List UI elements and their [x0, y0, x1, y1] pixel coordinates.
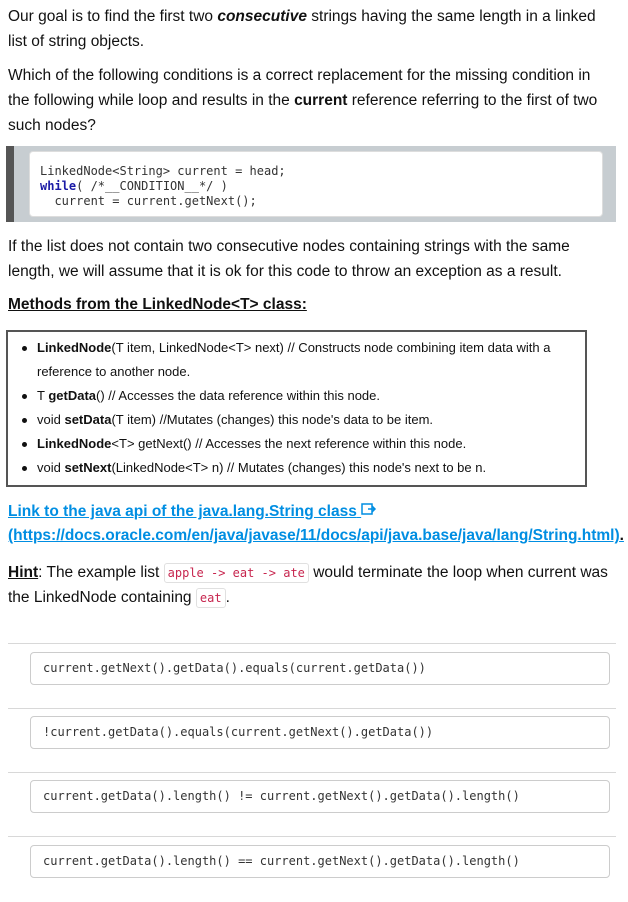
method-item: LinkedNode<T> getNext() // Accesses the next reference within this node. — [22, 432, 577, 456]
methods-heading: Methods from the LinkedNode<T> class: — [8, 296, 307, 313]
question-paragraph — [8, 63, 616, 138]
hint-paragraph — [8, 560, 616, 610]
answer-option-2[interactable]: !current.getData().equals(current.getNext().getData()) — [30, 716, 610, 749]
hint-text: : The example list — [38, 564, 164, 581]
hint-period: . — [225, 589, 230, 606]
hint-label: Hint — [8, 564, 39, 581]
question-emphasis: current — [294, 92, 348, 109]
intro-text: Our goal is to find the first two — [8, 8, 218, 25]
hint-eat-code: eat — [196, 588, 226, 608]
string-api-link[interactable] — [8, 500, 624, 548]
answer-option-3[interactable]: current.getData().length() != current.getNext().getData().length() — [30, 780, 610, 813]
intro-emphasis: consecutive — [217, 8, 307, 25]
option-divider — [8, 708, 616, 709]
link-url[interactable]: (https://docs.oracle.com/en/java/javase/11/docs/api/java.base/java/lang/String.html) — [8, 527, 620, 545]
option-divider — [8, 836, 616, 837]
answer-option-4[interactable]: current.getData().length() == current.getNext().getData().length() — [30, 845, 610, 878]
method-item: T getData() // Accesses the data reference within this node. — [22, 384, 577, 408]
intro-paragraph — [8, 4, 616, 54]
methods-box — [6, 330, 587, 487]
intro-text-end: strings having the same length in a linked list of string objects. — [8, 8, 596, 50]
code-line-2: ( /*__CONDITION__*/ ) — [76, 179, 228, 193]
code-line-1: LinkedNode<String> current = head; — [40, 164, 286, 178]
external-link-icon — [361, 500, 377, 524]
exception-note: If the list does not contain two consecutive nodes containing strings with the same length, we will assume that it is ok for this code to throw an exception as a result. — [8, 238, 570, 280]
option-divider — [8, 772, 616, 773]
question-text-end: reference referring to the first of two such nodes? — [8, 92, 598, 134]
link-text[interactable]: Link to the java api of the java.lang.String class — [8, 503, 357, 521]
method-item: LinkedNode(T item, LinkedNode<T> next) // Constructs node combining item data with a reference to another node. — [22, 336, 577, 384]
answer-option-1[interactable]: current.getNext().getData().equals(current.getData()) — [30, 652, 610, 685]
hint-text-middle: would terminate the loop when current was the LinkedNode containing — [8, 564, 608, 606]
code-line-3: current = current.getNext(); — [40, 194, 257, 208]
link-period: . — [619, 527, 624, 545]
option-divider — [8, 643, 616, 644]
code-block — [29, 151, 603, 217]
method-item: void setNext(LinkedNode<T> n) // Mutates (changes) this node's next to be n. — [22, 456, 577, 480]
question-text: Which of the following conditions is a correct replacement for the missing condition in the following while loop and results in the — [8, 67, 591, 109]
hint-example-code: apple -> eat -> ate — [164, 563, 309, 583]
method-item: void setData(T item) //Mutates (changes) this node's data to be item. — [22, 408, 577, 432]
code-keyword-while: while — [40, 179, 77, 193]
